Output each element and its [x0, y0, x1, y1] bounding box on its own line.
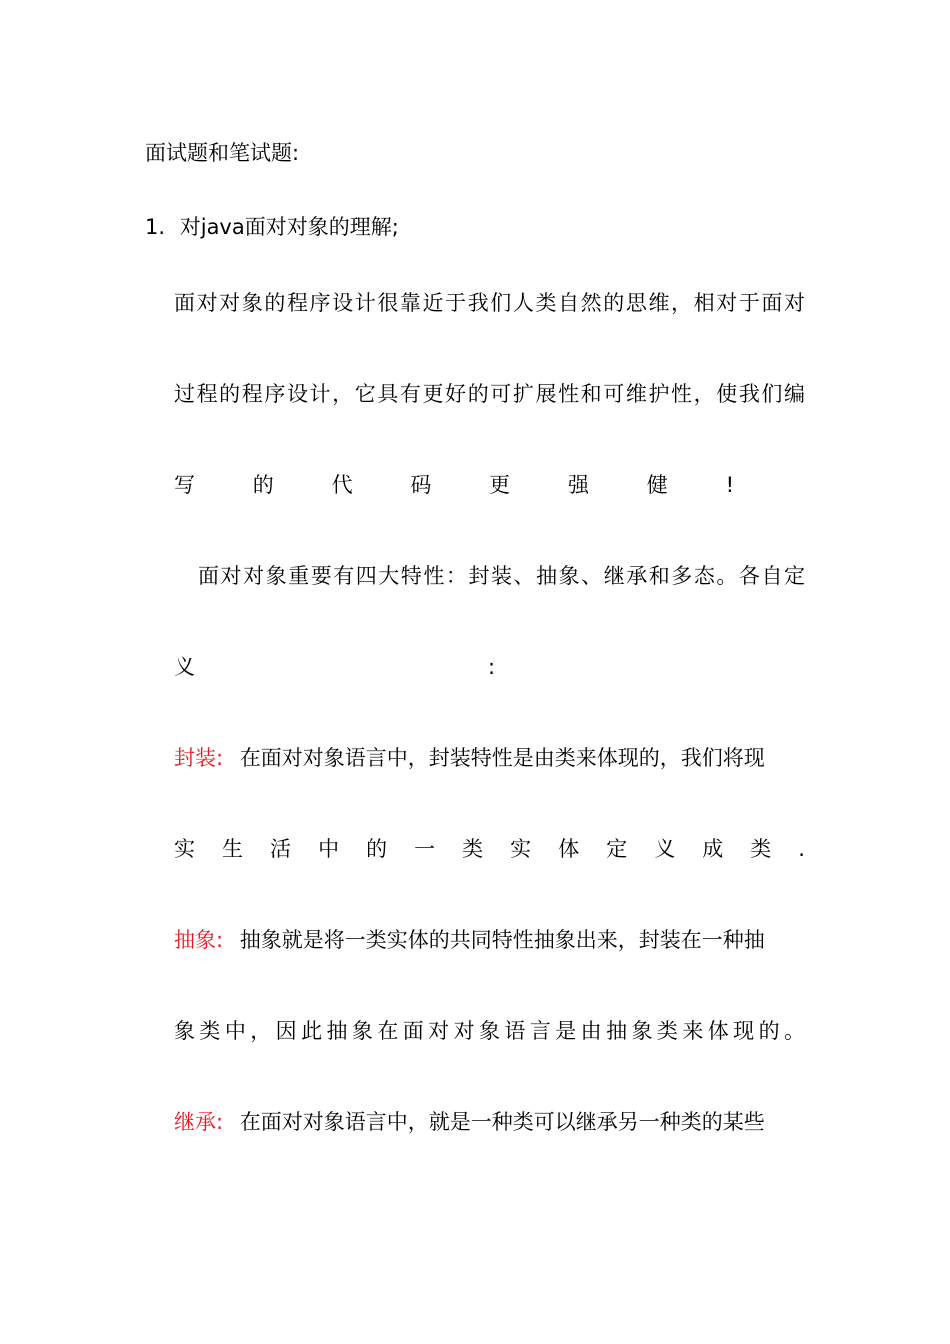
definition-text: 在面对对象语言中，就是一种类可以继承另一种类的某些	[239, 1110, 765, 1134]
definition-label: 抽象:	[174, 928, 224, 952]
question-number: 1.	[145, 215, 166, 239]
paragraph-line: 实生活中的一类实体定义成类.	[174, 837, 805, 861]
definition-text: 在面对对象语言中，封装特性是由类来体现的，我们将现	[239, 746, 765, 770]
paragraph-text: 义	[174, 655, 195, 679]
definition-inheritance	[174, 1107, 765, 1137]
paragraph-line: 写的代码更强健!	[174, 473, 734, 497]
paragraph-line: 过程的程序设计，它具有更好的可扩展性和可维护性，使我们编	[174, 382, 805, 406]
definition-encapsulation	[174, 743, 765, 773]
definition-label: 封装:	[174, 746, 224, 770]
page-heading: 面试题和笔试题:	[145, 141, 300, 165]
paragraph-colon: :	[488, 655, 496, 679]
definition-abstraction	[174, 925, 765, 955]
question-1-title	[145, 212, 399, 242]
paragraph-line: 面对对象的程序设计很靠近于我们人类自然的思维，相对于面对	[174, 291, 805, 315]
definition-label: 继承:	[174, 1110, 224, 1134]
paragraph-line	[174, 652, 805, 682]
definition-text: 抽象就是将一类实体的共同特性抽象出来，封装在一种抽	[239, 928, 765, 952]
paragraph-line: 象类中，因此抽象在面对对象语言是由抽象类来体现的。	[174, 1019, 805, 1043]
question-text: 对java面对对象的理解;	[179, 215, 399, 239]
paragraph-line: 面对对象重要有四大特性：封装、抽象、继承和多态。各自定	[198, 564, 805, 588]
